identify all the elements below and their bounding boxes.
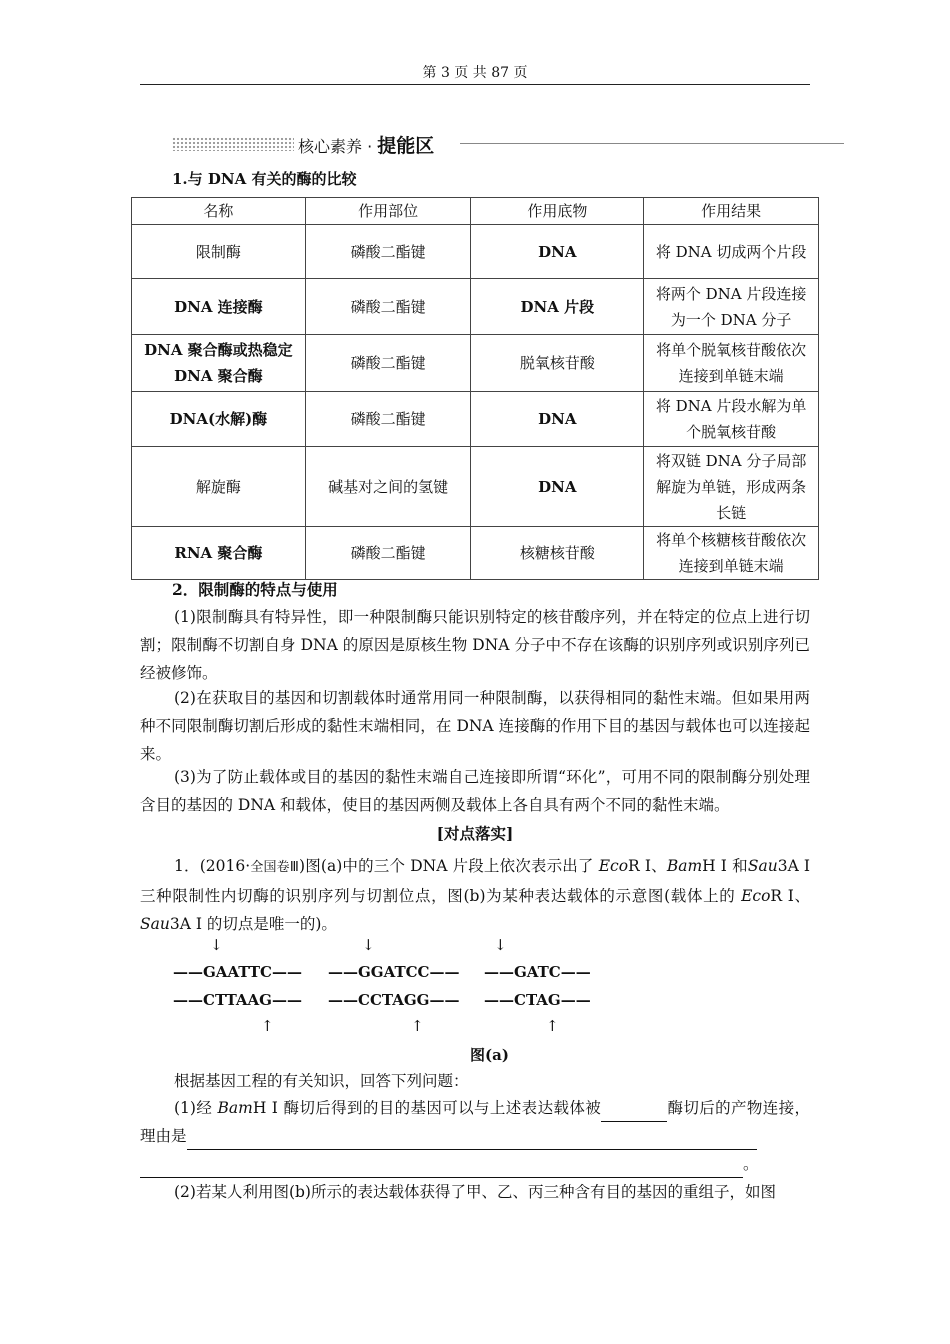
cut-arrow-down: ↓	[210, 936, 223, 954]
section2-paragraph: (1)限制酶具有特异性，即一种限制酶只能识别特定的核苷酸序列，并在特定的位点上进行切割；限制酶不切割自身 DNA 的原因是原核生物 DNA 分子中不存在该酶的识别序列或识别序列已经被修饰。	[140, 608, 810, 682]
table-cell: 磷酸二酯键	[305, 392, 471, 447]
cut-arrow-down: ↓	[362, 936, 375, 954]
banner-label: 核心素养 ·	[298, 137, 378, 156]
table-cell: 碱基对之间的氢键	[305, 447, 471, 527]
table-row	[132, 335, 819, 392]
table-row	[132, 447, 819, 527]
section-banner	[298, 131, 434, 158]
answer-blank[interactable]	[140, 1159, 743, 1178]
table-cell: 将双链 DNA 分子局部解旋为单链，形成两条长链	[644, 447, 819, 527]
section2-title: 2．限制酶的特点与使用	[172, 580, 338, 599]
figure-caption: 图(a)	[470, 1046, 509, 1064]
table-header: 作用部位	[305, 198, 471, 225]
section1-title: 1.与 DNA 有关的酶的比较	[172, 170, 357, 188]
table-cell: DNA	[471, 392, 644, 447]
table-cell: 磷酸二酯键	[305, 225, 471, 279]
answer-blank[interactable]	[187, 1131, 757, 1150]
table-cell: 核糖核苷酸	[471, 527, 644, 580]
practice-title: [对点落实]	[436, 824, 514, 843]
question1-part1: (1)经 BamH Ⅰ 酶切后得到的目的基因可以与上述表达载体被 酶切后的产物连接，理由是	[140, 1094, 810, 1150]
table-cell: 将单个脱氧核苷酸依次连接到单链末端	[644, 335, 819, 392]
question1-stem: 1．(2016·全国卷Ⅲ)图(a)中的三个 DNA 片段上依次表示出了 EcoR Ⅰ、BamH Ⅰ 和Sau3A Ⅰ 三种限制性内切酶的识别序列与切割位点，图(b)为某种表达载体的示意图(载体上的 EcoR Ⅰ、Sau3A Ⅰ 的切点是唯一的)。	[140, 857, 810, 933]
table-cell: RNA 聚合酶	[132, 527, 306, 580]
table-row	[132, 527, 819, 580]
table-cell: 将单个核糖核苷酸依次连接到单链末端	[644, 527, 819, 580]
table-cell: 将 DNA 切成两个片段	[644, 225, 819, 279]
cut-arrow-up: ↑	[261, 1017, 274, 1035]
table-cell: DNA(水解)酶	[132, 392, 306, 447]
sequence-bottom: ——CCTAGG——	[328, 991, 460, 1009]
table-cell: DNA	[471, 447, 644, 527]
banner-title: 提能区	[377, 135, 435, 157]
table-cell: 磷酸二酯键	[305, 279, 471, 335]
table-cell: 磷酸二酯键	[305, 527, 471, 580]
sequence-top: ——GAATTC——	[173, 963, 302, 981]
cut-arrow-up: ↑	[546, 1017, 559, 1035]
sequence-top: ——GATC——	[484, 963, 591, 981]
table-row	[132, 392, 819, 447]
table-header: 作用底物	[471, 198, 644, 225]
table-cell: 解旋酶	[132, 447, 306, 527]
question1-part1-line2: 。	[140, 1150, 810, 1178]
section2-paragraph: (3)为了防止载体或目的基因的黏性末端自己连接即所谓“环化”，可用不同的限制酶分别处理含目的基因的 DNA 和载体，使目的基因两侧及载体上各自具有两个不同的黏性末端。	[140, 768, 810, 814]
answer-blank[interactable]	[601, 1103, 667, 1122]
sequence-bottom: ——CTTAAG——	[173, 991, 302, 1009]
table-cell: DNA	[471, 225, 644, 279]
table-cell: 限制酶	[132, 225, 306, 279]
cut-arrow-down: ↓	[494, 936, 507, 954]
banner-dots	[172, 137, 294, 151]
cut-arrow-up: ↑	[411, 1017, 424, 1035]
table-cell: DNA 聚合酶或热稳定 DNA 聚合酶	[132, 335, 306, 392]
table-cell: 将 DNA 片段水解为单个脱氧核苷酸	[644, 392, 819, 447]
table-row	[132, 225, 819, 279]
table-cell: DNA 片段	[471, 279, 644, 335]
table-header: 名称	[132, 198, 306, 225]
header-rule	[140, 84, 810, 85]
enzyme-table	[131, 197, 819, 580]
table-header: 作用结果	[644, 198, 819, 225]
question-source: 全国卷Ⅲ	[250, 860, 299, 875]
table-cell: 将两个 DNA 片段连接为一个 DNA 分子	[644, 279, 819, 335]
question-intro: 根据基因工程的有关知识，回答下列问题：	[174, 1072, 469, 1090]
sequence-bottom: ——CTAG——	[484, 991, 591, 1009]
question1-part2: (2)若某人利用图(b)所示的表达载体获得了甲、乙、丙三种含有目的基因的重组子，如图	[174, 1183, 776, 1201]
sequence-top: ——GGATCC——	[328, 963, 460, 981]
section2-paragraph: (2)在获取目的基因和切割载体时通常用同一种限制酶，以获得相同的黏性末端。但如果用两种不同限制酶切割后形成的黏性末端相同，在 DNA 连接酶的作用下目的基因与载体也可以连接起来。	[140, 689, 810, 763]
table-row	[132, 279, 819, 335]
table-cell: 磷酸二酯键	[305, 335, 471, 392]
table-cell: DNA 连接酶	[132, 279, 306, 335]
table-header-row	[132, 198, 819, 225]
table-cell: 脱氧核苷酸	[471, 335, 644, 392]
banner-rule	[460, 143, 844, 144]
page-header: 第 3 页 共 87 页	[422, 65, 528, 81]
